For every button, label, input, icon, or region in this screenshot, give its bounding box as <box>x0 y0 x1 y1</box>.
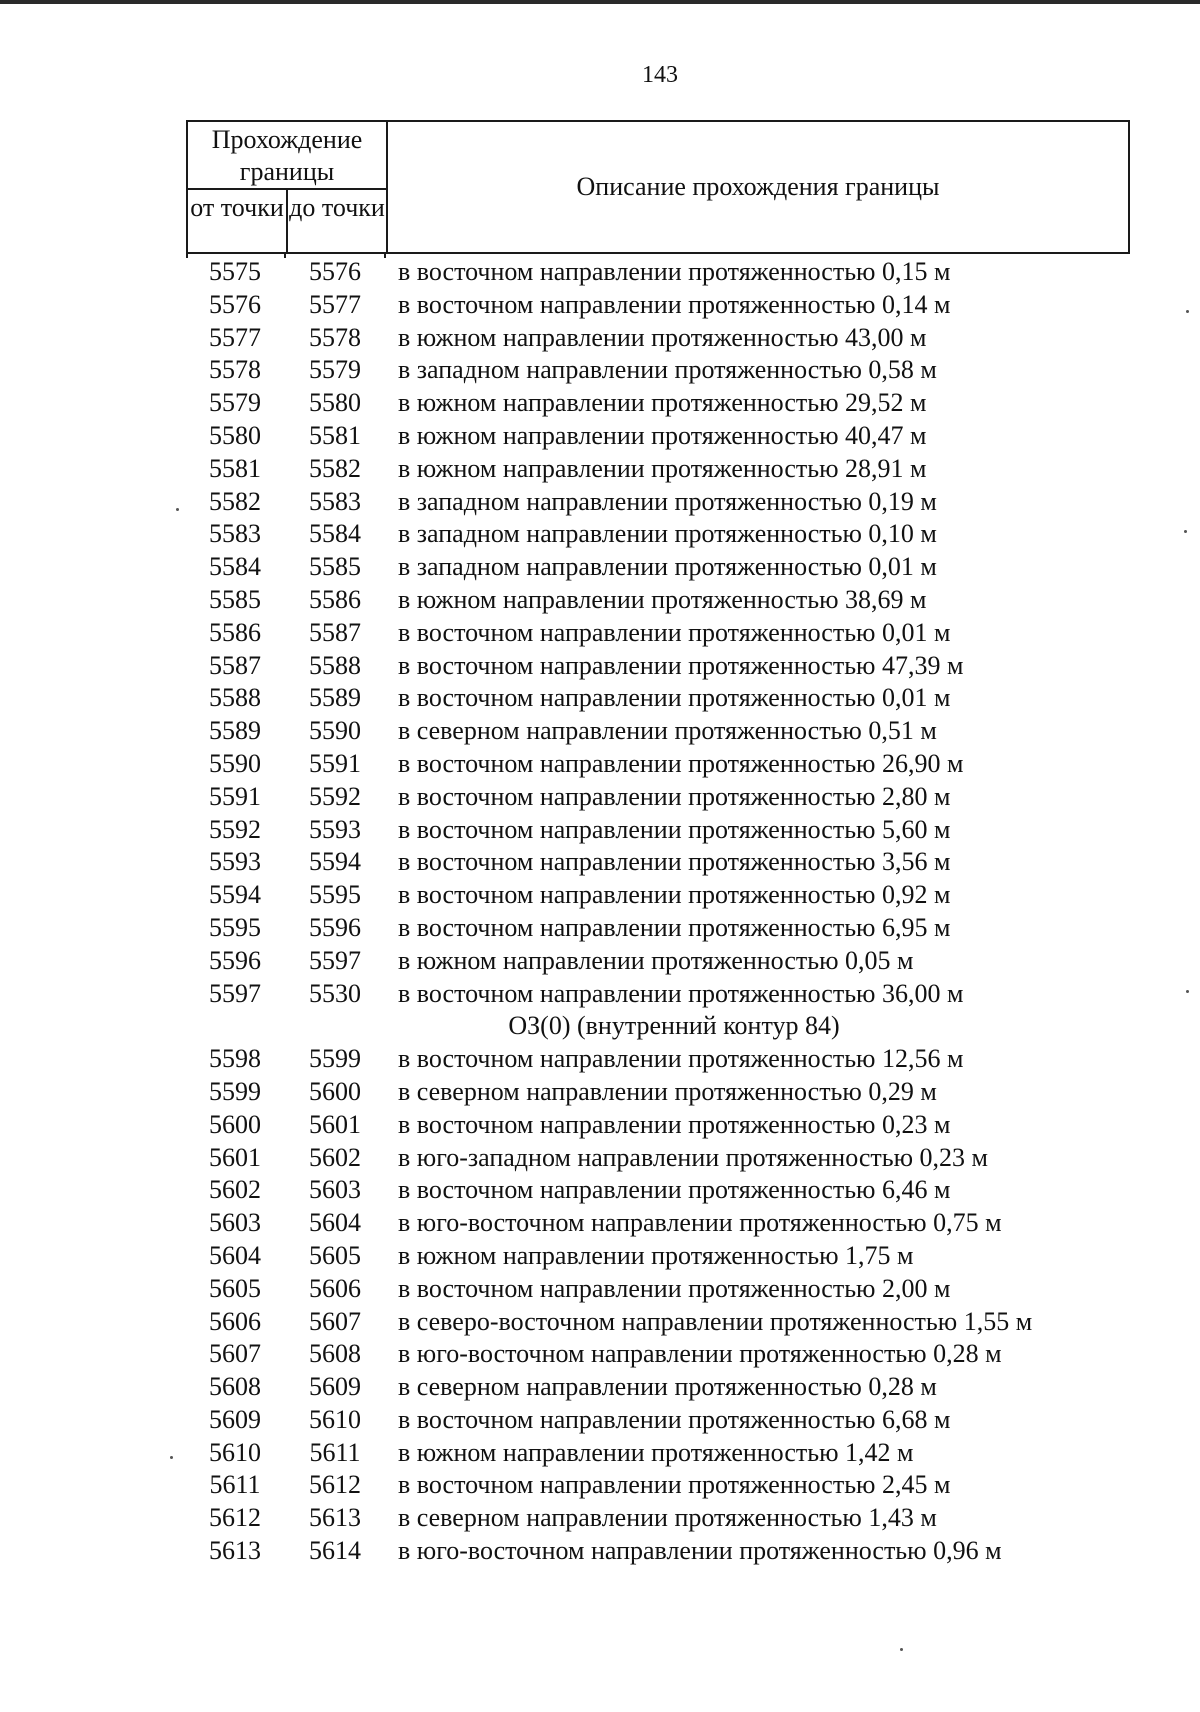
scan-speck <box>1186 310 1189 313</box>
description-cell: в северном направлении протяженностью 0,51 м <box>398 716 937 746</box>
table-row <box>186 1437 1126 1470</box>
table-row <box>186 387 1126 420</box>
table-row <box>186 650 1126 683</box>
header-passage: Прохождение границы <box>211 125 363 186</box>
description-cell: в восточном направлении протяженностью 0,92 м <box>398 880 951 910</box>
from-point-cell: 5583 <box>209 519 261 549</box>
description-cell: в восточном направлении протяженностью 0,01 м <box>398 683 951 713</box>
from-point-cell: 5597 <box>209 978 261 1008</box>
table-row <box>186 453 1126 486</box>
description-cell: в восточном направлении протяженностью 36,00 м <box>398 978 964 1008</box>
to-point-cell: 5585 <box>309 552 361 582</box>
from-point-cell: 5600 <box>209 1109 261 1139</box>
to-point-cell: 5579 <box>309 355 361 385</box>
table-row <box>186 1502 1126 1535</box>
description-cell: в северном направлении протяженностью 0,29 м <box>398 1076 937 1106</box>
from-point-cell: 5587 <box>209 650 261 680</box>
description-cell: в южном направлении протяженностью 29,52 м <box>398 388 927 418</box>
from-point-cell: 5605 <box>209 1273 261 1303</box>
to-point-cell: 5582 <box>309 453 361 483</box>
scan-speck <box>176 508 179 511</box>
from-point-cell: 5589 <box>209 716 261 746</box>
table-row <box>186 617 1126 650</box>
to-point-cell: 5611 <box>309 1437 361 1467</box>
to-point-cell: 5603 <box>309 1175 361 1205</box>
description-cell: в восточном направлении протяженностью 0,15 м <box>398 257 951 286</box>
to-point-cell: 5578 <box>309 322 361 352</box>
from-point-cell: 5601 <box>209 1142 261 1172</box>
table-row <box>186 1240 1126 1273</box>
table-row <box>186 1273 1126 1306</box>
to-point-cell: 5590 <box>309 716 361 746</box>
table-row <box>186 682 1126 715</box>
to-point-cell: 5581 <box>309 420 361 450</box>
description-cell: в южном направлении протяженностью 43,00 м <box>398 322 927 352</box>
description-cell: в западном направлении протяженностью 0,10 м <box>398 519 937 549</box>
table-row <box>186 289 1126 322</box>
to-point-cell: 5595 <box>309 880 361 910</box>
to-point-cell: 5576 <box>309 257 361 286</box>
to-point-cell: 5613 <box>309 1503 361 1533</box>
from-point-cell: 5588 <box>209 683 261 713</box>
description-cell: в восточном направлении протяженностью 2,00 м <box>398 1273 951 1303</box>
to-point-cell: 5609 <box>309 1372 361 1402</box>
from-point-cell: 5590 <box>209 748 261 778</box>
description-cell: в восточном направлении протяженностью 26,90 м <box>398 748 964 778</box>
from-point-cell: 5607 <box>209 1339 261 1369</box>
to-point-cell: 5606 <box>309 1273 361 1303</box>
to-point-cell: 5530 <box>309 978 361 1008</box>
to-point-cell: 5601 <box>309 1109 361 1139</box>
description-cell: в восточном направлении протяженностью 3,56 м <box>398 847 951 877</box>
table-row <box>186 978 1126 1011</box>
table-row <box>186 912 1126 945</box>
description-cell: в юго-восточном направлении протяженностью 0,75 м <box>398 1208 1002 1238</box>
from-point-cell: 5602 <box>209 1175 261 1205</box>
table-row <box>186 354 1126 387</box>
table-body <box>186 256 1126 1568</box>
from-point-cell: 5595 <box>209 912 261 942</box>
description-cell: в восточном направлении протяженностью 6,68 м <box>398 1404 951 1434</box>
table-row <box>186 1306 1126 1339</box>
to-point-cell: 5589 <box>309 683 361 713</box>
table-row <box>186 814 1126 847</box>
table-row <box>186 1142 1126 1175</box>
description-cell: в восточном направлении протяженностью 12,56 м <box>398 1044 964 1074</box>
from-point-cell: 5594 <box>209 880 261 910</box>
scan-speck <box>900 1648 903 1651</box>
scan-speck <box>1184 530 1187 533</box>
description-cell: в южном направлении протяженностью 38,69 м <box>398 584 927 614</box>
description-cell: в южном направлении протяженностью 1,42 м <box>398 1437 914 1467</box>
description-cell: в южном направлении протяженностью 40,47 м <box>398 420 927 450</box>
from-point-cell: 5596 <box>209 945 261 975</box>
to-point-cell: 5586 <box>309 584 361 614</box>
description-cell: в западном направлении протяженностью 0,19 м <box>398 486 937 516</box>
table-row <box>186 879 1126 912</box>
table-header <box>186 120 1130 254</box>
from-point-cell: 5579 <box>209 388 261 418</box>
table-row <box>186 715 1126 748</box>
description-cell: в юго-восточном направлении протяженностью 0,96 м <box>398 1536 1002 1566</box>
from-point-cell: 5613 <box>209 1536 261 1566</box>
to-point-cell: 5587 <box>309 617 361 647</box>
from-point-cell: 5608 <box>209 1372 261 1402</box>
header-to-point: до точки <box>289 193 385 222</box>
from-point-cell: 5582 <box>209 486 261 516</box>
to-point-cell: 5592 <box>309 781 361 811</box>
from-point-cell: 5577 <box>209 322 261 352</box>
to-point-cell: 5580 <box>309 388 361 418</box>
description-cell: в северном направлении протяженностью 0,28 м <box>398 1372 937 1402</box>
from-point-cell: 5603 <box>209 1208 261 1238</box>
from-point-cell: 5606 <box>209 1306 261 1336</box>
description-cell: в северо-восточном направлении протяженностью 1,55 м <box>398 1306 1033 1336</box>
table-row <box>186 945 1126 978</box>
description-cell: в юго-западном направлении протяженностью 0,23 м <box>398 1142 988 1172</box>
description-cell: в восточном направлении протяженностью 0,23 м <box>398 1109 951 1139</box>
to-point-cell: 5591 <box>309 748 361 778</box>
description-cell: в восточном направлении протяженностью 0,01 м <box>398 617 951 647</box>
to-point-cell: 5614 <box>309 1536 361 1566</box>
table-row <box>186 1371 1126 1404</box>
table-row <box>186 584 1126 617</box>
table-row <box>186 1469 1126 1502</box>
to-point-cell: 5604 <box>309 1208 361 1238</box>
to-point-cell: 5596 <box>309 912 361 942</box>
table-row <box>186 322 1126 355</box>
from-point-cell: 5575 <box>209 257 261 286</box>
from-point-cell: 5604 <box>209 1240 261 1270</box>
to-point-cell: 5602 <box>309 1142 361 1172</box>
description-cell: в восточном направлении протяженностью 2,80 м <box>398 781 951 811</box>
description-cell: в юго-восточном направлении протяженностью 0,28 м <box>398 1339 1002 1369</box>
description-cell: в южном направлении протяженностью 1,75 м <box>398 1240 914 1270</box>
description-cell: в восточном направлении протяженностью 5,60 м <box>398 814 951 844</box>
to-point-cell: 5608 <box>309 1339 361 1369</box>
from-point-cell: 5612 <box>209 1503 261 1533</box>
from-point-cell: 5592 <box>209 814 261 844</box>
from-point-cell: 5578 <box>209 355 261 385</box>
table-row <box>186 420 1126 453</box>
header-from-point: от точки <box>190 193 284 222</box>
table-row <box>186 1207 1126 1240</box>
description-cell: в восточном направлении протяженностью 6,95 м <box>398 912 951 942</box>
from-point-cell: 5584 <box>209 552 261 582</box>
from-point-cell: 5609 <box>209 1404 261 1434</box>
from-point-cell: 5599 <box>209 1076 261 1106</box>
description-cell: в восточном направлении протяженностью 2,45 м <box>398 1470 951 1500</box>
to-point-cell: 5597 <box>309 945 361 975</box>
to-point-cell: 5593 <box>309 814 361 844</box>
table-row <box>186 256 1126 289</box>
description-cell: в восточном направлении протяженностью 47,39 м <box>398 650 964 680</box>
from-point-cell: 5611 <box>209 1470 261 1500</box>
table-row <box>186 518 1126 551</box>
table-row <box>186 781 1126 814</box>
table-row <box>186 1404 1126 1437</box>
section-title: ОЗ(0) (внутренний контур 84) <box>508 1011 840 1041</box>
from-point-cell: 5610 <box>209 1437 261 1467</box>
to-point-cell: 5583 <box>309 486 361 516</box>
table-row <box>186 1109 1126 1142</box>
to-point-cell: 5605 <box>309 1240 361 1270</box>
to-point-cell: 5612 <box>309 1470 361 1500</box>
table-row <box>186 551 1126 584</box>
from-point-cell: 5593 <box>209 847 261 877</box>
to-point-cell: 5577 <box>309 289 361 319</box>
table-row <box>186 748 1126 781</box>
header-description: Описание прохождения границы <box>576 172 940 201</box>
from-point-cell: 5585 <box>209 584 261 614</box>
table-row <box>186 1338 1126 1371</box>
scan-speck <box>1186 990 1189 993</box>
table-row <box>186 1076 1126 1109</box>
description-cell: в северном направлении протяженностью 1,43 м <box>398 1503 937 1533</box>
to-point-cell: 5599 <box>309 1044 361 1074</box>
description-cell: в восточном направлении протяженностью 0,14 м <box>398 289 951 319</box>
to-point-cell: 5588 <box>309 650 361 680</box>
to-point-cell: 5607 <box>309 1306 361 1336</box>
description-cell: в южном направлении протяженностью 28,91 м <box>398 453 927 483</box>
table-row <box>186 846 1126 879</box>
from-point-cell: 5591 <box>209 781 261 811</box>
from-point-cell: 5586 <box>209 617 261 647</box>
to-point-cell: 5600 <box>309 1076 361 1106</box>
scan-speck <box>170 1456 173 1459</box>
table-row <box>186 1535 1126 1568</box>
from-point-cell: 5576 <box>209 289 261 319</box>
table-row <box>186 1174 1126 1207</box>
table-row <box>186 486 1126 519</box>
description-cell: в восточном направлении протяженностью 6,46 м <box>398 1175 951 1205</box>
section-title-row <box>186 1010 1126 1043</box>
to-point-cell: 5594 <box>309 847 361 877</box>
from-point-cell: 5580 <box>209 420 261 450</box>
from-point-cell: 5598 <box>209 1044 261 1074</box>
table-row <box>186 1043 1126 1076</box>
to-point-cell: 5584 <box>309 519 361 549</box>
description-cell: в западном направлении протяженностью 0,01 м <box>398 552 937 582</box>
page-number: 143 <box>642 62 678 88</box>
scan-top-edge <box>0 0 1200 4</box>
from-point-cell: 5581 <box>209 453 261 483</box>
to-point-cell: 5610 <box>309 1404 361 1434</box>
description-cell: в южном направлении протяженностью 0,05 м <box>398 945 914 975</box>
description-cell: в западном направлении протяженностью 0,58 м <box>398 355 937 385</box>
